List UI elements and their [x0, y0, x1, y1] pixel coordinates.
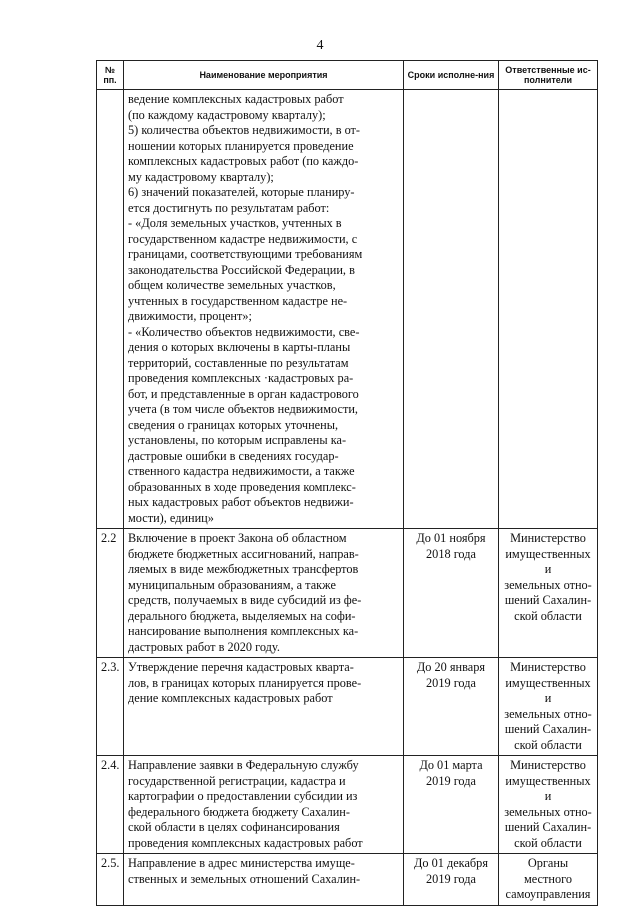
text-line: ственных и земельных отношений Сахалин- [128, 871, 361, 886]
cell-responsible [499, 854, 598, 906]
text-line: - «Доля земельных участков, учтенных в [128, 216, 342, 230]
cell-name [124, 854, 404, 906]
table-header-row [97, 61, 598, 90]
text-line: самоуправления [505, 887, 591, 901]
text-line: шений Сахалин- [504, 722, 592, 736]
text-line: движимости, процент»; [128, 309, 252, 323]
text-line: Министерство [510, 660, 586, 674]
text-line: бот, и представленные в орган кадастрового [128, 386, 359, 401]
text-line: - «Количество объектов недвижимости, све- [128, 324, 360, 339]
text-line: До 20 января [416, 660, 486, 674]
text-line: учета (в том числе объектов недвижимости, [128, 402, 358, 416]
text-line: дастровые ошибки в сведениях государ- [128, 448, 339, 463]
text-line: бюджете бюджетных ассигнований, направ- [128, 546, 359, 561]
cell-responsible [499, 529, 598, 658]
page-number: 4 [316, 38, 324, 53]
cell-deadline [404, 854, 499, 906]
text-line: проведения комплексных ·кадастровых ра- [128, 371, 354, 385]
text-line: Министерство [510, 531, 586, 545]
text-line: дение комплексных кадастровых работ [128, 691, 333, 705]
text-line: ведение комплексных кадастровых работ [128, 92, 344, 106]
cell-responsible [499, 756, 598, 854]
cell-number [97, 90, 124, 529]
text-line: границами, соответствующими требованиям [128, 247, 363, 261]
header-responsible: Ответственные ис-полнители [499, 61, 598, 90]
cell-number: 2.2 [97, 529, 124, 658]
text-line: нансирование выполнения комплексных ка- [128, 624, 359, 638]
text-line: ных кадастровых работ объектов недвижи- [128, 495, 354, 509]
text-line: мости), единиц» [128, 510, 214, 525]
text-line: земельных отно- [504, 577, 592, 592]
text-line: имущественных и [505, 546, 591, 576]
text-line: ской области [514, 608, 582, 623]
text-line: проведения комплексных кадастровых работ [128, 835, 363, 850]
text-line: ской области [514, 737, 582, 752]
text-line: имущественных и [505, 773, 591, 803]
text-line: ской области [514, 835, 582, 850]
cell-deadline [404, 90, 499, 529]
table-row-continuation [97, 90, 598, 529]
text-line: Включение в проект Закона об областном [128, 531, 347, 545]
text-line: общем количестве земельных участков, [128, 278, 336, 292]
text-line: Министерство [510, 758, 586, 772]
text-line: ской области в целях софинансирования [128, 820, 340, 834]
cell-name [124, 658, 404, 756]
cell-responsible [499, 90, 598, 529]
table-row [97, 658, 598, 756]
header-number: № пп. [97, 61, 124, 90]
table-row [97, 529, 598, 658]
text-line: му кадастровому кварталу); [128, 169, 274, 184]
text-line: 2018 года [426, 546, 476, 561]
text-line: законодательства Российской Федерации, в [128, 262, 355, 277]
text-line: государственной регистрации, кадастра и [128, 773, 346, 788]
text-line: ношении которых планируется проведение [128, 138, 354, 153]
text-line: До 01 марта [419, 758, 483, 772]
text-line: земельных отно- [504, 804, 592, 819]
text-line: федерального бюджета бюджету Сахалин- [128, 804, 350, 819]
text-line: 2019 года [426, 773, 476, 788]
text-line: 2019 года [426, 871, 476, 886]
text-line: До 01 декабря [413, 856, 488, 870]
text-line: лов, в границах которых планируется прове- [128, 675, 362, 690]
text-line: 6) значений показателей, которые планиру- [128, 185, 355, 199]
text-line: установлены, по которым исправлены ка- [128, 433, 347, 447]
text-line: картографии о предоставлении субсидии из [128, 789, 358, 803]
text-line: Направление заявки в Федеральную службу [128, 758, 359, 772]
text-line: 2019 года [426, 675, 476, 690]
text-line: территорий, составленные по результатам [128, 355, 349, 370]
text-line: ственного кадастра недвижимости, а также [128, 464, 355, 478]
text-line: Направление в адрес министерства имуще- [128, 856, 355, 870]
cell-name [124, 756, 404, 854]
cell-deadline [404, 658, 499, 756]
measures-table [96, 60, 598, 906]
text-line: шений Сахалин- [504, 820, 592, 834]
cell-number: 2.3. [97, 658, 124, 756]
text-line: ляемых в виде межбюджетных трансфертов [128, 562, 359, 576]
text-line: образованных в ходе проведения комплекс- [128, 479, 356, 494]
text-line: (по каждому кадастровому кварталу); [128, 107, 326, 122]
table-row [97, 854, 598, 906]
text-line: дастровых работ в 2020 году. [128, 639, 280, 654]
header-name: Наименование мероприятия [124, 61, 404, 90]
cell-number: 2.5. [97, 854, 124, 906]
text-line: сведения о границах которых уточнены, [128, 417, 339, 432]
text-line: ется достигнуть по результатам работ: [128, 200, 330, 215]
text-line: До 01 ноября [416, 531, 486, 545]
text-line: Утверждение перечня кадастровых кварта- [128, 660, 354, 674]
text-line: государственном кадастре недвижимости, с [128, 231, 358, 246]
text-line: дения о которых включены в карты-планы [128, 340, 351, 354]
cell-name [124, 90, 404, 529]
cell-deadline [404, 529, 499, 658]
text-line: шений Сахалин- [504, 593, 592, 607]
cell-deadline [404, 756, 499, 854]
text-line: средств, получаемых в виде субсидий из фе- [128, 593, 362, 607]
text-line: 5) количества объектов недвижимости, в от- [128, 123, 361, 137]
cell-number: 2.4. [97, 756, 124, 854]
cell-responsible [499, 658, 598, 756]
text-line: Органы местного [524, 856, 572, 886]
text-line: имущественных и [505, 675, 591, 705]
text-line: земельных отно- [504, 706, 592, 721]
table-row [97, 756, 598, 854]
text-line: комплексных кадастровых работ (по каждо- [128, 154, 359, 168]
text-line: муниципальным образованиям, а также [128, 577, 336, 592]
header-deadline: Сроки исполне-ния [404, 61, 499, 90]
cell-name [124, 529, 404, 658]
text-line: учтенных в государственном кадастре не- [128, 293, 348, 308]
text-line: дерального бюджета, выделяемых на софи- [128, 608, 356, 623]
